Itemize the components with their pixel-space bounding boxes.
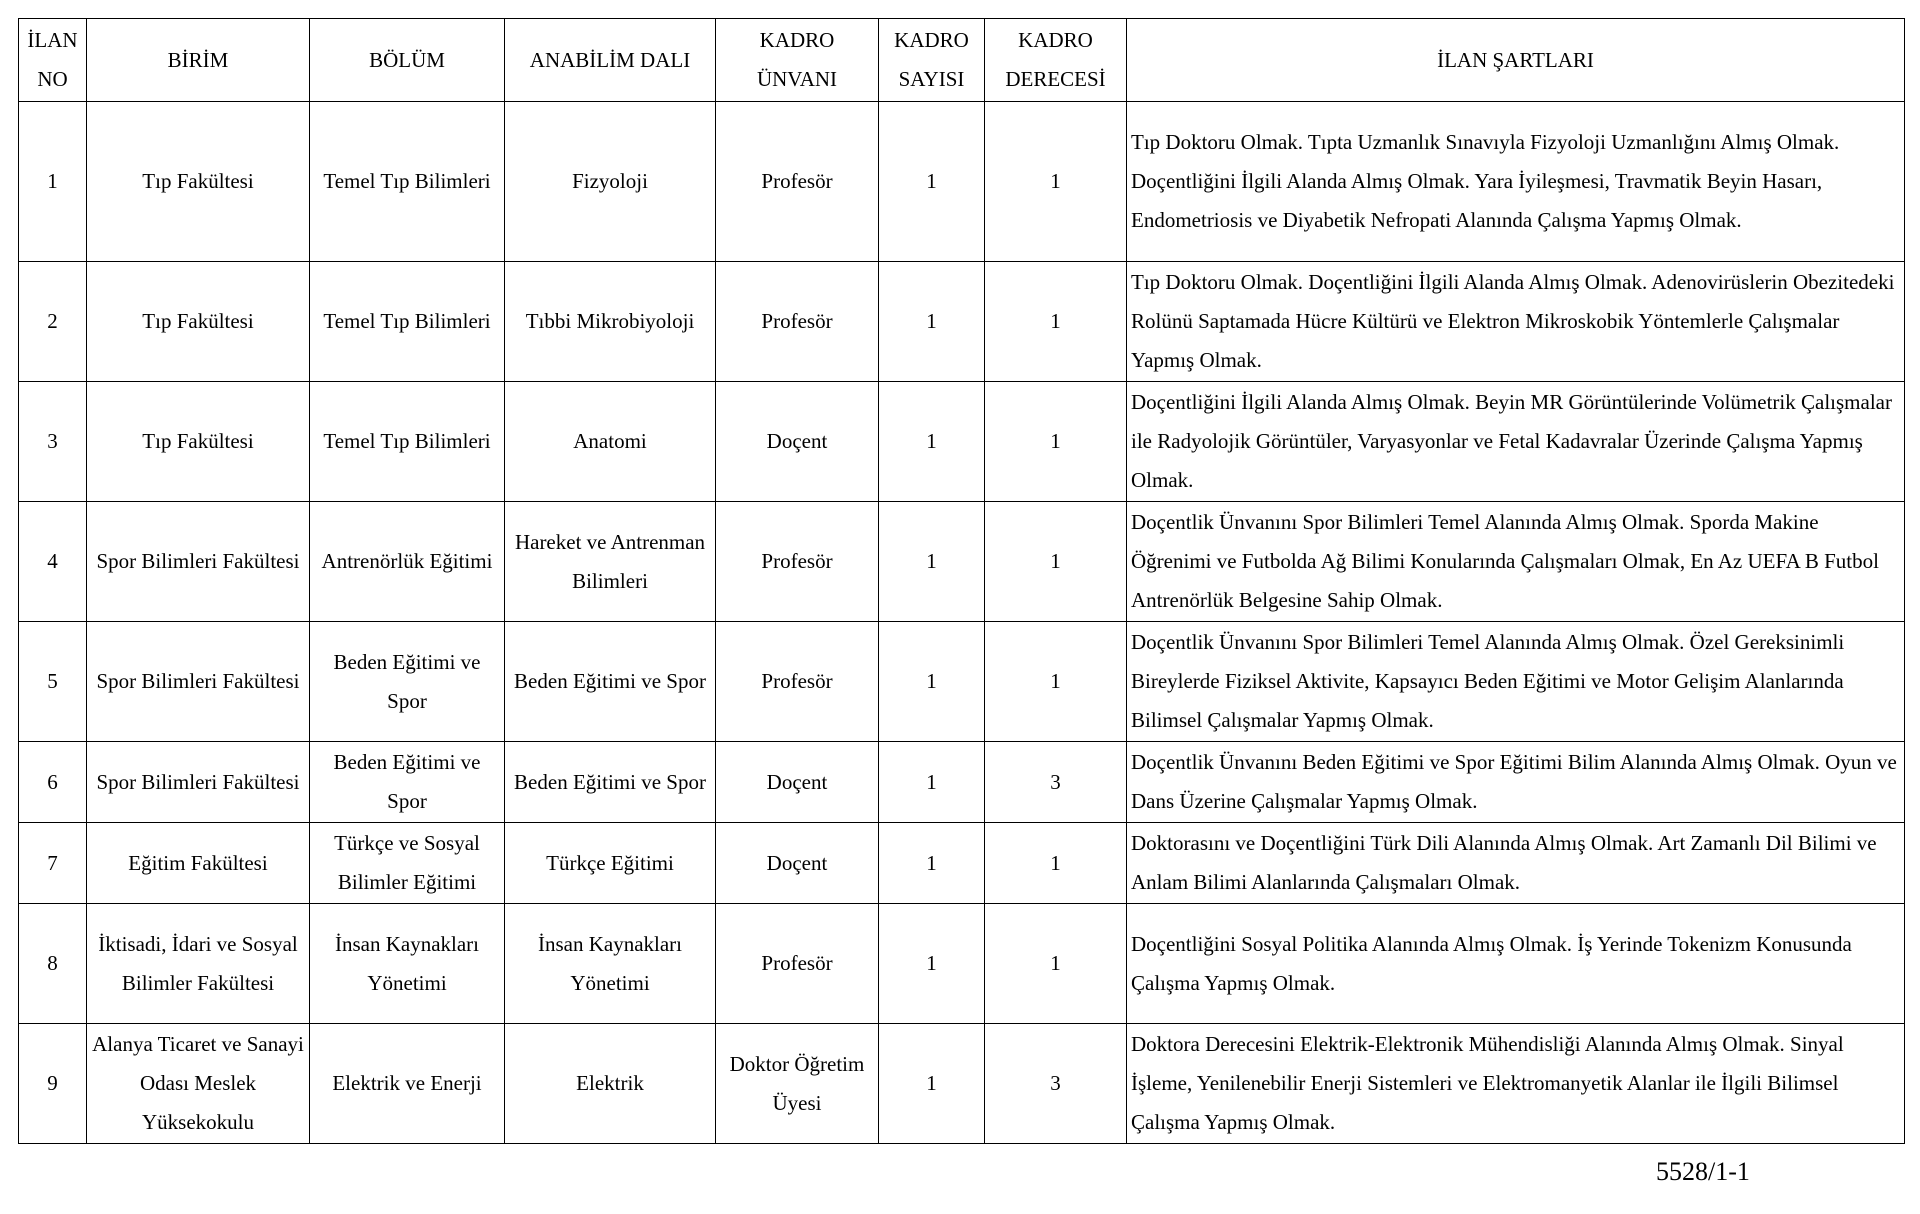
cell-kadro-unvani: Doçent (716, 742, 879, 823)
cell-birim: İktisadi, İdari ve Sosyal Bilimler Fakültesi (87, 904, 310, 1024)
cell-birim: Eğitim Fakültesi (87, 823, 310, 904)
cell-anabilim-dali: Türkçe Eğitimi (505, 823, 716, 904)
cell-anabilim-dali: Elektrik (505, 1024, 716, 1144)
cell-ilan-no: 1 (19, 102, 87, 262)
cell-kadro-unvani: Profesör (716, 622, 879, 742)
cell-bolum: Türkçe ve Sosyal Bilimler Eğitimi (310, 823, 505, 904)
cell-birim: Spor Bilimleri Fakültesi (87, 742, 310, 823)
cell-kadro-derecesi: 1 (985, 262, 1127, 382)
cell-kadro-sayisi: 1 (879, 262, 985, 382)
cell-ilan-no: 7 (19, 823, 87, 904)
table-row (19, 742, 1905, 823)
cell-ilan-sartlari: Doçentlik Ünvanını Spor Bilimleri Temel Alanında Almış Olmak. Özel Gereksinimli Bireylerde Fiziksel Aktivite, Kapsayıcı Beden Eğitimi ve Motor Gelişim Alanlarında Bilimsel Çalışmalar Yapmış Olmak. (1127, 622, 1905, 742)
cell-birim: Tıp Fakültesi (87, 102, 310, 262)
cell-kadro-sayisi: 1 (879, 742, 985, 823)
announcements-table (18, 18, 1905, 1144)
cell-bolum: İnsan Kaynakları Yönetimi (310, 904, 505, 1024)
cell-anabilim-dali: Beden Eğitimi ve Spor (505, 742, 716, 823)
cell-bolum: Temel Tıp Bilimleri (310, 382, 505, 502)
cell-kadro-unvani: Profesör (716, 904, 879, 1024)
cell-ilan-no: 6 (19, 742, 87, 823)
table-row (19, 823, 1905, 904)
cell-bolum: Beden Eğitimi ve Spor (310, 622, 505, 742)
header-anabilim-dali: ANABİLİM DALI (505, 19, 716, 102)
cell-kadro-derecesi: 1 (985, 904, 1127, 1024)
table-row (19, 262, 1905, 382)
table-row (19, 622, 1905, 742)
cell-bolum: Temel Tıp Bilimleri (310, 102, 505, 262)
cell-ilan-sartlari: Doçentlik Ünvanını Beden Eğitimi ve Spor Eğitimi Bilim Alanında Almış Olmak. Oyun ve Dans Üzerine Çalışmalar Yapmış Olmak. (1127, 742, 1905, 823)
cell-anabilim-dali: Hareket ve Antrenman Bilimleri (505, 502, 716, 622)
cell-kadro-unvani: Profesör (716, 102, 879, 262)
cell-anabilim-dali: Tıbbi Mikrobiyoloji (505, 262, 716, 382)
cell-bolum: Temel Tıp Bilimleri (310, 262, 505, 382)
cell-ilan-no: 3 (19, 382, 87, 502)
cell-birim: Spor Bilimleri Fakültesi (87, 502, 310, 622)
header-ilan-sartlari: İLAN ŞARTLARI (1127, 19, 1905, 102)
header-kadro-derecesi: KADRO DERECESİ (985, 19, 1127, 102)
cell-ilan-sartlari: Doktora Derecesini Elektrik-Elektronik Mühendisliği Alanında Almış Olmak. Sinyal İşleme, Yenilenebilir Enerji Sistemleri ve Elektromanyetik Alanlar ile İlgili Bilimsel Çalışma Yapmış Olmak. (1127, 1024, 1905, 1144)
table-row (19, 904, 1905, 1024)
header-birim: BİRİM (87, 19, 310, 102)
cell-kadro-sayisi: 1 (879, 1024, 985, 1144)
cell-birim: Alanya Ticaret ve Sanayi Odası Meslek Yüksekokulu (87, 1024, 310, 1144)
header-bolum: BÖLÜM (310, 19, 505, 102)
cell-bolum: Antrenörlük Eğitimi (310, 502, 505, 622)
table-row (19, 102, 1905, 262)
cell-kadro-derecesi: 1 (985, 622, 1127, 742)
header-kadro-unvani: KADRO ÜNVANI (716, 19, 879, 102)
cell-birim: Spor Bilimleri Fakültesi (87, 622, 310, 742)
cell-kadro-unvani: Doktor Öğretim Üyesi (716, 1024, 879, 1144)
cell-anabilim-dali: Beden Eğitimi ve Spor (505, 622, 716, 742)
cell-kadro-unvani: Doçent (716, 823, 879, 904)
cell-ilan-no: 8 (19, 904, 87, 1024)
cell-ilan-sartlari: Doktorasını ve Doçentliğini Türk Dili Alanında Almış Olmak. Art Zamanlı Dil Bilimi ve Anlam Bilimi Alanlarında Çalışmaları Olmak. (1127, 823, 1905, 904)
cell-kadro-unvani: Doçent (716, 382, 879, 502)
cell-kadro-sayisi: 1 (879, 904, 985, 1024)
cell-ilan-sartlari: Doçentliğini İlgili Alanda Almış Olmak. Beyin MR Görüntülerinde Volümetrik Çalışmalar ile Radyolojik Görüntüler, Varyasyonlar ve Fetal Kadavralar Üzerinde Çalışma Yapmış Olmak. (1127, 382, 1905, 502)
cell-ilan-sartlari: Tıp Doktoru Olmak. Doçentliğini İlgili Alanda Almış Olmak. Adenovirüslerin Obezitedeki Rolünü Saptamada Hücre Kültürü ve Elektron Mikroskobik Yöntemlerle Çalışmalar Yapmış Olmak. (1127, 262, 1905, 382)
cell-ilan-no: 9 (19, 1024, 87, 1144)
page-code: 5528/1-1 (1656, 1157, 1750, 1186)
cell-anabilim-dali: Anatomi (505, 382, 716, 502)
cell-ilan-no: 4 (19, 502, 87, 622)
cell-ilan-sartlari: Doçentlik Ünvanını Spor Bilimleri Temel Alanında Almış Olmak. Sporda Makine Öğrenimi ve Futbolda Ağ Bilimi Konularında Çalışmaları Olmak, En Az UEFA B Futbol Antrenörlük Belgesine Sahip Olmak. (1127, 502, 1905, 622)
table-row (19, 502, 1905, 622)
cell-kadro-derecesi: 3 (985, 742, 1127, 823)
cell-anabilim-dali: Fizyoloji (505, 102, 716, 262)
cell-kadro-derecesi: 1 (985, 382, 1127, 502)
cell-kadro-unvani: Profesör (716, 502, 879, 622)
cell-kadro-sayisi: 1 (879, 823, 985, 904)
cell-kadro-derecesi: 1 (985, 823, 1127, 904)
cell-birim: Tıp Fakültesi (87, 262, 310, 382)
cell-ilan-no: 2 (19, 262, 87, 382)
cell-kadro-sayisi: 1 (879, 622, 985, 742)
cell-bolum: Elektrik ve Enerji (310, 1024, 505, 1144)
cell-kadro-derecesi: 1 (985, 102, 1127, 262)
cell-ilan-sartlari: Doçentliğini Sosyal Politika Alanında Almış Olmak. İş Yerinde Tokenizm Konusunda Çalışma Yapmış Olmak. (1127, 904, 1905, 1024)
cell-ilan-no: 5 (19, 622, 87, 742)
cell-birim: Tıp Fakültesi (87, 382, 310, 502)
cell-anabilim-dali: İnsan Kaynakları Yönetimi (505, 904, 716, 1024)
header-kadro-sayisi: KADRO SAYISI (879, 19, 985, 102)
cell-ilan-sartlari: Tıp Doktoru Olmak. Tıpta Uzmanlık Sınavıyla Fizyoloji Uzmanlığını Almış Olmak. Doçentliğini İlgili Alanda Almış Olmak. Yara İyileşmesi, Travmatik Beyin Hasarı, Endometriosis ve Diyabetik Nefropati Alanında Çalışma Yapmış Olmak. (1127, 102, 1905, 262)
table-row (19, 1024, 1905, 1144)
cell-kadro-derecesi: 1 (985, 502, 1127, 622)
cell-kadro-sayisi: 1 (879, 102, 985, 262)
cell-kadro-unvani: Profesör (716, 262, 879, 382)
cell-bolum: Beden Eğitimi ve Spor (310, 742, 505, 823)
table-header-row (19, 19, 1905, 102)
cell-kadro-sayisi: 1 (879, 382, 985, 502)
cell-kadro-derecesi: 3 (985, 1024, 1127, 1144)
header-ilan-no: İLAN NO (19, 19, 87, 102)
table-row (19, 382, 1905, 502)
cell-kadro-sayisi: 1 (879, 502, 985, 622)
